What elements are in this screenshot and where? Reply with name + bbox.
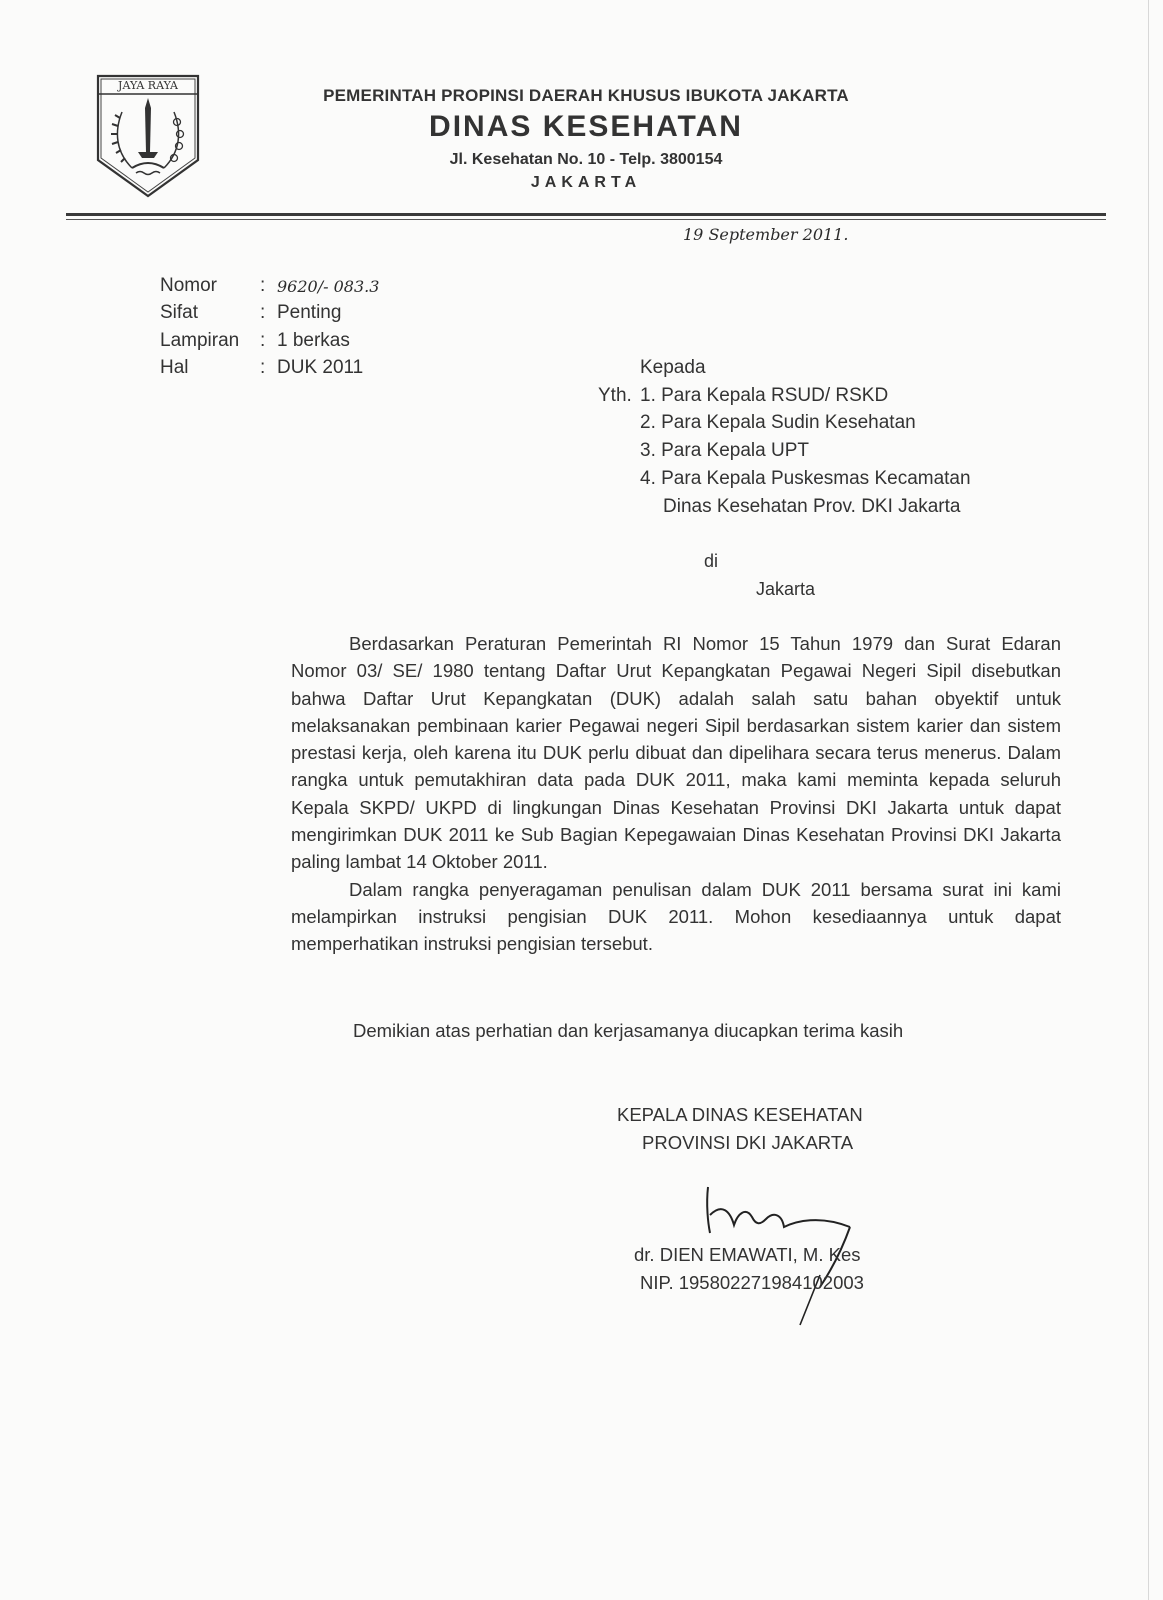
letterhead-agency: DINAS KESEHATAN [429, 110, 743, 143]
svg-text:JAYA RAYA: JAYA RAYA [118, 79, 178, 92]
jakarta-crest-logo [92, 72, 204, 200]
recipient-yth: Yth. [598, 385, 632, 406]
letter-date: 19 September 2011. [683, 225, 849, 244]
reference-value: 9620/- 083.3 [277, 277, 380, 296]
recipient-item: 3. Para Kepala UPT [640, 440, 809, 461]
recipient-di: di [704, 551, 719, 571]
letterhead-rule [66, 213, 1106, 216]
reference-value: Penting [277, 302, 342, 323]
reference-value: DUK 2011 [277, 357, 364, 378]
signatory-nip: NIP. 195802271984102003 [640, 1272, 864, 1293]
recipient-place: Jakarta [756, 579, 816, 599]
recipient-item: 2. Para Kepala Sudin Kesehatan [640, 412, 916, 433]
reference-label: Hal [160, 357, 189, 378]
reference-row-lampiran [0, 330, 600, 356]
reference-row-hal [0, 357, 600, 383]
reference-value: 1 berkas [277, 330, 350, 351]
signatory-name: dr. DIEN EMAWATI, M. Kes [634, 1244, 861, 1265]
reference-colon: : [260, 302, 266, 323]
reference-colon: : [260, 275, 266, 296]
body-paragraph: Dalam rangka penyeragaman penulisan dalam DUK 2011 bersama surat ini kami melampirkan instruksi pengisian DUK 2011. Mohon kesediaannya untuk dapat memperhatikan instruksi pengisian tersebut. [291, 878, 1061, 955]
reference-colon: : [260, 357, 266, 378]
letterhead-government: PEMERINTAH PROPINSI DAERAH KHUSUS IBUKOTA JAKARTA [323, 86, 849, 105]
recipient-organization: Dinas Kesehatan Prov. DKI Jakarta [663, 496, 961, 517]
recipient-greeting: Kepada [640, 357, 706, 378]
letter-body [291, 630, 1061, 958]
reference-label: Lampiran [160, 330, 240, 351]
reference-row-sifat [0, 302, 600, 328]
reference-colon: : [260, 330, 266, 351]
reference-row-nomor [0, 275, 600, 301]
page-edge [1148, 0, 1149, 1600]
signature-title: KEPALA DINAS KESEHATAN [617, 1104, 863, 1125]
signature-title: PROVINSI DKI JAKARTA [642, 1132, 854, 1153]
recipient-item: 1. Para Kepala RSUD/ RSKD [640, 385, 889, 406]
reference-label: Nomor [160, 275, 218, 296]
body-paragraph: Berdasarkan Peraturan Pemerintah RI Nomor 15 Tahun 1979 dan Surat Edaran Nomor 03/ SE/ 1980 tentang Daftar Urut Kepangkatan Pegawai Negeri Sipil disebutkan bahwa Daftar Urut Kepangkatan (DUK) adalah salah satu bahan obyektif untuk melaksanakan pembinaan karier Pegawai negeri Sipil berdasarkan sistem karier dan sistem prestasi kerja, oleh karena itu DUK perlu dibuat dan dipelihara secara terus menerus. Dalam rangka untuk pemutakhiran data pada DUK 2011, maka kami meminta kepada seluruh Kepala SKPD/ UKPD di lingkungan Dinas Kesehatan Provinsi DKI Jakarta untuk dapat mengirimkan DUK 2011 ke Sub Bagian Kepegawaian Dinas Kesehatan Provinsi DKI Jakarta paling lambat 14 Oktober 2011. [291, 633, 1061, 873]
letterhead-rule-thin [66, 219, 1106, 220]
closing-line: Demikian atas perhatian dan kerjasamanya diucapkan terima kasih [353, 1020, 904, 1041]
letterhead-address: Jl. Kesehatan No. 10 - Telp. 3800154 [449, 151, 723, 168]
reference-label: Sifat [160, 302, 199, 323]
letterhead-city: JAKARTA [530, 174, 642, 191]
recipient-item: 4. Para Kepala Puskesmas Kecamatan [640, 468, 971, 489]
